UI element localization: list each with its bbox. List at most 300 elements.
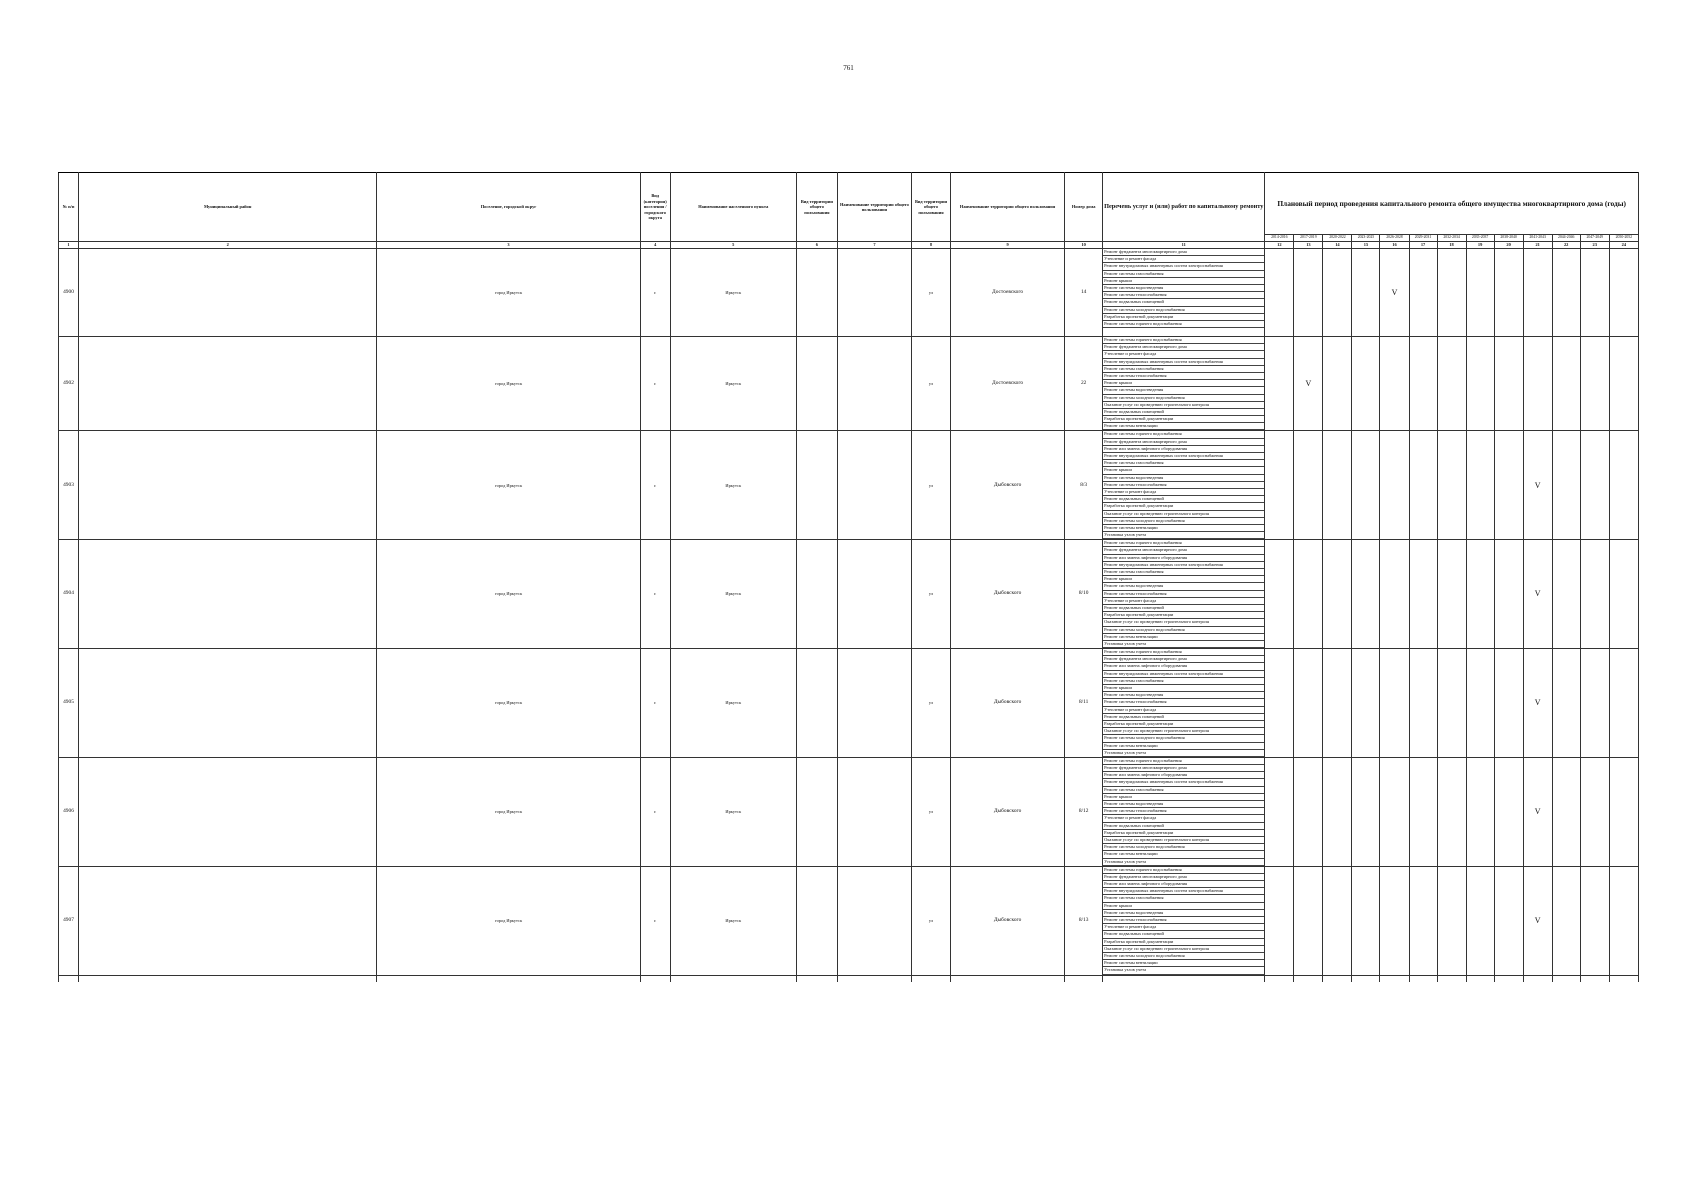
column-number: 6: [796, 242, 837, 249]
period-cell: [1580, 540, 1609, 649]
work-item: Ремонт системы холодного водоснабжения: [1103, 307, 1264, 314]
empty-cell: [1294, 975, 1323, 982]
work-item: Ремонт системы газоснабжения: [1103, 366, 1264, 373]
work-item: Ремонт системы горячего водоснабжения: [1103, 321, 1264, 328]
period-cell: [1294, 757, 1323, 866]
period-cell: [1380, 337, 1409, 431]
settlement-cell: город Иркутск: [377, 337, 640, 431]
row-id: 4903: [59, 431, 79, 540]
page-number: 761: [843, 64, 854, 72]
work-item: Оказание услуг по проведению строительного контроля: [1103, 402, 1264, 409]
work-item: Ремонт крыши: [1103, 576, 1264, 583]
work-item: Ремонт системы газоснабжения: [1103, 569, 1264, 576]
period-cell: [1609, 431, 1638, 540]
empty-cell: [796, 975, 837, 982]
work-item: Ремонт крыши: [1103, 278, 1264, 285]
area-name-2-cell: Достоевского: [951, 337, 1065, 431]
area-type-cell: [796, 649, 837, 758]
area-type-cell: [796, 757, 837, 866]
period-mark: V: [1523, 431, 1552, 540]
column-number: 11: [1103, 242, 1265, 249]
empty-cell: [1523, 975, 1552, 982]
column-number: 13: [1294, 242, 1323, 249]
column-number: 7: [837, 242, 911, 249]
empty-cell: [1265, 975, 1294, 982]
settlement-cell: город Иркутск: [377, 757, 640, 866]
area-type-2-cell: ул: [911, 866, 950, 975]
work-item: Установка узлов учета: [1103, 532, 1264, 539]
area-name-cell: [837, 757, 911, 866]
settlement-cell: город Иркутск: [377, 540, 640, 649]
works-list-cell: [1103, 540, 1265, 649]
period-header: 2023-2025: [1352, 235, 1380, 242]
work-item: Оказание услуг по проведению строительного контроля: [1103, 728, 1264, 735]
period-header: 2035-2037: [1466, 235, 1494, 242]
work-item: Ремонт фундамента многоквартирного дома: [1103, 656, 1264, 663]
work-item: Ремонт крыши: [1103, 380, 1264, 387]
area-type-cell: [796, 540, 837, 649]
column-number: 1: [59, 242, 79, 249]
settlement-type-cell: г.: [640, 866, 670, 975]
period-cell: [1437, 431, 1466, 540]
work-item: Ремонт системы газоснабжения: [1103, 460, 1264, 467]
work-item: Оказание услуг по проведению строительного контроля: [1103, 946, 1264, 953]
work-item: Ремонт внутридомовых инженерных систем электроснабжения: [1103, 888, 1264, 895]
area-type-cell: [796, 249, 837, 337]
work-item: Разработка проектной документации: [1103, 721, 1264, 728]
area-type-2-cell: ул: [911, 649, 950, 758]
empty-cell: [1580, 975, 1609, 982]
work-item: Утепление и ремонт фасада: [1103, 924, 1264, 931]
column-number: 17: [1409, 242, 1437, 249]
work-item: Разработка проектной документации: [1103, 314, 1264, 321]
area-name-2-cell: Достоевского: [951, 249, 1065, 337]
table-row: [59, 249, 1639, 337]
empty-cell: [1609, 975, 1638, 982]
period-cell: [1294, 866, 1323, 975]
period-cell: [1552, 649, 1580, 758]
work-item: Ремонт системы холодного водоснабжения: [1103, 844, 1264, 851]
period-cell: [1494, 866, 1523, 975]
period-header: 2026-2028: [1380, 235, 1409, 242]
work-item: Ремонт системы водоотведения: [1103, 387, 1264, 394]
settlement-type-cell: г.: [640, 757, 670, 866]
period-cell: [1352, 649, 1380, 758]
work-item: Ремонт системы газоснабжения: [1103, 678, 1264, 685]
empty-cell: [640, 975, 670, 982]
work-item: Ремонт фундамента многоквартирного дома: [1103, 439, 1264, 446]
works-list-cell: [1103, 866, 1265, 975]
work-item: Ремонт системы водоотведения: [1103, 475, 1264, 482]
period-cell: [1609, 757, 1638, 866]
area-name-2-cell: Дыбовского: [951, 431, 1065, 540]
header-area-name: Наименование территории общего пользования: [837, 173, 911, 242]
table-row: [59, 866, 1639, 975]
table-row: [59, 540, 1639, 649]
period-cell: [1323, 757, 1352, 866]
house-number-cell: 22: [1065, 337, 1103, 431]
period-cell: [1323, 431, 1352, 540]
work-item: Оказание услуг по проведению строительного контроля: [1103, 837, 1264, 844]
work-item: Ремонт подвальных помещений: [1103, 299, 1264, 306]
column-number: 8: [911, 242, 950, 249]
work-item: Ремонт крыши: [1103, 467, 1264, 474]
area-name-cell: [837, 649, 911, 758]
period-cell: [1352, 337, 1380, 431]
work-item: Ремонт системы холодного водоснабжения: [1103, 518, 1264, 525]
work-item: Ремонт крыши: [1103, 903, 1264, 910]
work-item: Утепление и ремонт фасада: [1103, 256, 1264, 263]
settlement-cell: город Иркутск: [377, 649, 640, 758]
period-cell: [1265, 866, 1294, 975]
works-list-cell: [1103, 249, 1265, 337]
period-cell: [1609, 337, 1638, 431]
work-item: Утепление и ремонт фасада: [1103, 598, 1264, 605]
work-item: Ремонт системы горячего водоснабжения: [1103, 867, 1264, 874]
work-item: Установка узлов учета: [1103, 859, 1264, 866]
period-mark: V: [1523, 757, 1552, 866]
work-item: Ремонт фундамента многоквартирного дома: [1103, 344, 1264, 351]
works-list-cell: [1103, 431, 1265, 540]
locality-cell: Иркутск: [670, 249, 796, 337]
work-item: Ремонт системы теплоснабжения: [1103, 373, 1264, 380]
period-cell: [1437, 649, 1466, 758]
period-cell: [1265, 540, 1294, 649]
period-mark: V: [1523, 866, 1552, 975]
header-settlement: Поселение, городской округ: [377, 173, 640, 242]
work-item: Ремонт или замена лифтового оборудования: [1103, 446, 1264, 453]
work-item: Ремонт системы холодного водоснабжения: [1103, 395, 1264, 402]
work-item: Ремонт системы вентиляции: [1103, 960, 1264, 967]
column-number: 12: [1265, 242, 1294, 249]
work-item: Ремонт системы горячего водоснабжения: [1103, 431, 1264, 438]
work-item: Ремонт подвальных помещений: [1103, 605, 1264, 612]
table-row: [59, 757, 1639, 866]
work-item: Ремонт фундамента многоквартирного дома: [1103, 874, 1264, 881]
column-number: 5: [670, 242, 796, 249]
area-name-2-cell: Дыбовского: [951, 540, 1065, 649]
period-cell: [1409, 431, 1437, 540]
area-name-cell: [837, 540, 911, 649]
period-cell: [1552, 540, 1580, 649]
work-item: Ремонт или замена лифтового оборудования: [1103, 663, 1264, 670]
period-cell: [1580, 649, 1609, 758]
work-item: Ремонт системы водоотведения: [1103, 910, 1264, 917]
header-planned-period: Плановый период проведения капитального ремонта общего имущества многоквартирного дома (годы): [1265, 173, 1639, 235]
empty-cell: [951, 975, 1065, 982]
house-number-cell: 8/3: [1065, 431, 1103, 540]
works-list-cell: [1103, 649, 1265, 758]
locality-cell: Иркутск: [670, 866, 796, 975]
work-item: Ремонт системы водоотведения: [1103, 692, 1264, 699]
period-cell: [1466, 757, 1494, 866]
work-item: Ремонт системы вентиляции: [1103, 423, 1264, 430]
empty-cell: [1103, 975, 1265, 982]
period-mark: V: [1523, 649, 1552, 758]
work-item: Ремонт системы вентиляции: [1103, 525, 1264, 532]
row-id: 4905: [59, 649, 79, 758]
area-type-cell: [796, 866, 837, 975]
district-cell: [79, 249, 377, 337]
empty-cell: [79, 975, 377, 982]
work-item: Ремонт системы горячего водоснабжения: [1103, 540, 1264, 547]
period-header: 2017-2019: [1294, 235, 1323, 242]
period-cell: [1466, 431, 1494, 540]
period-cell: [1409, 540, 1437, 649]
period-cell: [1437, 757, 1466, 866]
work-item: Ремонт системы водоотведения: [1103, 801, 1264, 808]
period-cell: [1494, 649, 1523, 758]
period-cell: [1409, 649, 1437, 758]
period-cell: [1466, 649, 1494, 758]
work-item: Разработка проектной документации: [1103, 830, 1264, 837]
header-area-type: Вид территории общего пользования: [796, 173, 837, 242]
capital-repair-register-table: [58, 172, 1639, 982]
work-item: Утепление и ремонт фасада: [1103, 707, 1264, 714]
period-cell: [1580, 249, 1609, 337]
work-item: Утепление и ремонт фасада: [1103, 489, 1264, 496]
period-cell: [1380, 540, 1409, 649]
row-id: 4902: [59, 337, 79, 431]
empty-cell: [1352, 975, 1380, 982]
period-mark: V: [1523, 540, 1552, 649]
locality-cell: Иркутск: [670, 431, 796, 540]
period-cell: [1323, 649, 1352, 758]
column-number: 3: [377, 242, 640, 249]
locality-cell: Иркутск: [670, 757, 796, 866]
period-cell: [1352, 866, 1380, 975]
area-name-2-cell: Дыбовского: [951, 649, 1065, 758]
period-cell: [1352, 757, 1380, 866]
empty-cell: [1065, 975, 1103, 982]
period-cell: [1466, 540, 1494, 649]
period-header: 2041-2043: [1523, 235, 1552, 242]
period-header: 2047-2049: [1580, 235, 1609, 242]
column-number: 18: [1437, 242, 1466, 249]
header-settlement-type: Вид (категория) поселения / городского округа: [640, 173, 670, 242]
district-cell: [79, 649, 377, 758]
area-type-cell: [796, 431, 837, 540]
house-number-cell: 8/13: [1065, 866, 1103, 975]
period-header: 2044-2046: [1552, 235, 1580, 242]
header-row-number: № п/п: [59, 173, 79, 242]
period-cell: [1409, 866, 1437, 975]
work-item: Ремонт подвальных помещений: [1103, 823, 1264, 830]
period-mark: V: [1294, 337, 1323, 431]
period-cell: [1466, 249, 1494, 337]
work-item: Ремонт фундамента многоквартирного дома: [1103, 249, 1264, 256]
empty-cell: [1494, 975, 1523, 982]
locality-cell: Иркутск: [670, 540, 796, 649]
work-item: Ремонт или замена лифтового оборудования: [1103, 555, 1264, 562]
empty-cell: [1552, 975, 1580, 982]
settlement-type-cell: г.: [640, 337, 670, 431]
period-cell: [1294, 249, 1323, 337]
empty-cell: [837, 975, 911, 982]
house-number-cell: 8/12: [1065, 757, 1103, 866]
period-cell: [1265, 757, 1294, 866]
work-item: Ремонт системы теплоснабжения: [1103, 292, 1264, 299]
row-id: 4900: [59, 249, 79, 337]
period-cell: [1494, 337, 1523, 431]
column-number: 4: [640, 242, 670, 249]
period-cell: [1552, 337, 1580, 431]
work-item: Разработка проектной документации: [1103, 939, 1264, 946]
area-type-2-cell: ул: [911, 249, 950, 337]
period-cell: [1523, 249, 1552, 337]
work-item: Ремонт внутридомовых инженерных систем электроснабжения: [1103, 671, 1264, 678]
work-item: Ремонт системы теплоснабжения: [1103, 482, 1264, 489]
period-cell: [1352, 431, 1380, 540]
column-number: 24: [1609, 242, 1638, 249]
period-cell: [1437, 866, 1466, 975]
column-number: 20: [1494, 242, 1523, 249]
period-cell: [1265, 649, 1294, 758]
empty-cell: [1437, 975, 1466, 982]
period-cell: [1352, 540, 1380, 649]
period-header: 2014-2016: [1265, 235, 1294, 242]
period-cell: [1609, 249, 1638, 337]
area-name-cell: [837, 337, 911, 431]
period-cell: [1323, 866, 1352, 975]
work-item: Ремонт крыши: [1103, 794, 1264, 801]
period-cell: [1580, 431, 1609, 540]
work-item: Ремонт внутридомовых инженерных систем электроснабжения: [1103, 779, 1264, 786]
work-item: Ремонт системы водоотведения: [1103, 583, 1264, 590]
work-item: Установка узлов учета: [1103, 967, 1264, 974]
period-cell: [1523, 337, 1552, 431]
works-list-cell: [1103, 757, 1265, 866]
row-id: 4907: [59, 866, 79, 975]
period-cell: [1580, 337, 1609, 431]
work-item: Оказание услуг по проведению строительного контроля: [1103, 619, 1264, 626]
empty-cell: [670, 975, 796, 982]
period-cell: [1265, 431, 1294, 540]
header-works-list: Перечень услуг и (или) работ по капитальному ремонту: [1103, 173, 1265, 242]
period-header: 2029-2031: [1409, 235, 1437, 242]
house-number-cell: 14: [1065, 249, 1103, 337]
period-cell: [1494, 431, 1523, 540]
work-item: Ремонт системы горячего водоснабжения: [1103, 337, 1264, 344]
work-item: Ремонт системы горячего водоснабжения: [1103, 758, 1264, 765]
work-item: Ремонт системы газоснабжения: [1103, 895, 1264, 902]
period-cell: [1294, 431, 1323, 540]
period-cell: [1437, 249, 1466, 337]
period-cell: [1494, 249, 1523, 337]
work-item: Ремонт системы теплоснабжения: [1103, 808, 1264, 815]
work-item: Ремонт внутридомовых инженерных систем электроснабжения: [1103, 359, 1264, 366]
empty-cell: [1466, 975, 1494, 982]
settlement-type-cell: г.: [640, 540, 670, 649]
work-item: Ремонт или замена лифтового оборудования: [1103, 772, 1264, 779]
period-cell: [1466, 866, 1494, 975]
column-number: 22: [1552, 242, 1580, 249]
work-item: Установка узлов учета: [1103, 641, 1264, 648]
period-cell: [1552, 431, 1580, 540]
settlement-type-cell: г.: [640, 249, 670, 337]
period-cell: [1609, 866, 1638, 975]
work-item: Ремонт подвальных помещений: [1103, 496, 1264, 503]
empty-cell: [1323, 975, 1352, 982]
period-header: 2050-2052: [1609, 235, 1638, 242]
work-item: Ремонт системы холодного водоснабжения: [1103, 627, 1264, 634]
period-cell: [1323, 540, 1352, 649]
area-name-cell: [837, 866, 911, 975]
work-item: Разработка проектной документации: [1103, 416, 1264, 423]
period-cell: [1494, 757, 1523, 866]
period-cell: [1323, 337, 1352, 431]
period-cell: [1552, 866, 1580, 975]
district-cell: [79, 337, 377, 431]
header-district: Муниципальный район: [79, 173, 377, 242]
work-item: Утепление и ремонт фасада: [1103, 351, 1264, 358]
period-mark: V: [1380, 249, 1409, 337]
area-type-2-cell: ул: [911, 337, 950, 431]
column-number: 2: [79, 242, 377, 249]
area-name-cell: [837, 249, 911, 337]
work-item: Ремонт системы теплоснабжения: [1103, 591, 1264, 598]
period-cell: [1409, 757, 1437, 866]
work-item: Ремонт системы вентиляции: [1103, 851, 1264, 858]
work-item: Оказание услуг по проведению строительного контроля: [1103, 511, 1264, 518]
period-cell: [1409, 337, 1437, 431]
work-item: Ремонт системы теплоснабжения: [1103, 699, 1264, 706]
column-number: 16: [1380, 242, 1409, 249]
work-item: Ремонт внутридомовых инженерных систем электроснабжения: [1103, 263, 1264, 270]
area-name-2-cell: Дыбовского: [951, 866, 1065, 975]
period-cell: [1494, 540, 1523, 649]
header-area-name-2: Наименование территории общего пользования: [951, 173, 1065, 242]
column-number: 19: [1466, 242, 1494, 249]
header-area-type-2: Вид территории общего пользования: [911, 173, 950, 242]
empty-cell: [377, 975, 640, 982]
period-cell: [1437, 540, 1466, 649]
period-cell: [1294, 540, 1323, 649]
settlement-cell: город Иркутск: [377, 431, 640, 540]
column-number: 21: [1523, 242, 1552, 249]
period-cell: [1294, 649, 1323, 758]
row-id: 4906: [59, 757, 79, 866]
work-item: Ремонт системы газоснабжения: [1103, 787, 1264, 794]
period-cell: [1580, 866, 1609, 975]
locality-cell: Иркутск: [670, 337, 796, 431]
period-cell: [1409, 249, 1437, 337]
district-cell: [79, 866, 377, 975]
table-row: [59, 431, 1639, 540]
period-cell: [1380, 866, 1409, 975]
work-item: Ремонт системы вентиляции: [1103, 743, 1264, 750]
period-cell: [1323, 249, 1352, 337]
area-name-2-cell: Дыбовского: [951, 757, 1065, 866]
table-row: [59, 337, 1639, 431]
work-item: Ремонт системы горячего водоснабжения: [1103, 649, 1264, 656]
row-id: 4904: [59, 540, 79, 649]
work-item: Ремонт фундамента многоквартирного дома: [1103, 765, 1264, 772]
header-locality: Наименование населенного пункта: [670, 173, 796, 242]
work-item: Ремонт системы холодного водоснабжения: [1103, 735, 1264, 742]
work-item: Утепление и ремонт фасада: [1103, 815, 1264, 822]
work-item: Ремонт системы вентиляции: [1103, 634, 1264, 641]
district-cell: [79, 540, 377, 649]
work-item: Ремонт внутридомовых инженерных систем электроснабжения: [1103, 453, 1264, 460]
column-number: 9: [951, 242, 1065, 249]
locality-cell: Иркутск: [670, 649, 796, 758]
period-cell: [1552, 757, 1580, 866]
period-header: 2020-2022: [1323, 235, 1352, 242]
period-cell: [1466, 337, 1494, 431]
settlement-cell: город Иркутск: [377, 249, 640, 337]
period-header: 2038-2040: [1494, 235, 1523, 242]
